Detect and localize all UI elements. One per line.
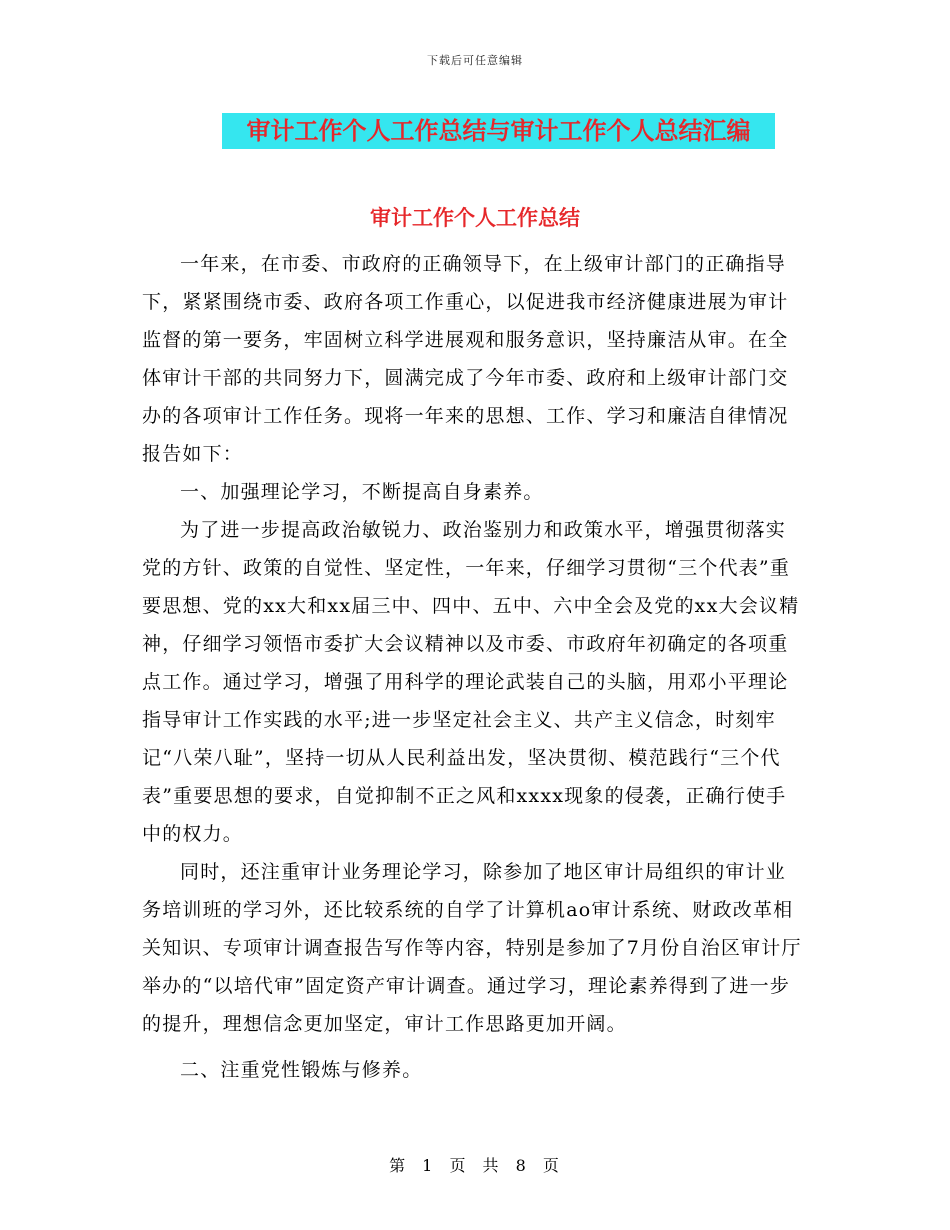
document-title: 审计工作个人工作总结与审计工作个人总结汇编 [222, 113, 775, 149]
paragraph-business-study: 同时，还注重审计业务理论学习，除参加了地区审计局组织的审计业务培训班的学习外，还比较系统的自学了计算机ao审计系统、财政改革相关知识、专项审计调查报告写作等内容，特别是参加了7月份自治区审计厅举办的“以培代审”固定资产审计调查。通过学习，理论素养得到了进一步的提升，理想信念更加坚定，审计工作思路更加开阔。 [142, 861, 802, 1035]
header-note: 下载后可任意编辑 [427, 54, 523, 67]
paragraph-study: 为了进一步提高政治敏锐力、政治鉴别力和政策水平，增强贯彻落实党的方针、政策的自觉性、坚定性，一年来，仔细学习贯彻“三个代表”重要思想、党的xx大和xx届三中、四中、五中、六中全会及党的xx大会议精神，仔细学习领悟市委扩大会议精神以及市委、市政府年初确定的各项重点工作。通过学习，增强了用科学的理论武装自己的头脑，用邓小平理论指导审计工作实践的水平;进一步坚定社会主义、共产主义信念，时刻牢记“八荣八耻”，坚持一切从人民利益出发，坚决贯彻、模范践行“三个代表”重要思想的要求，自觉抑制不正之风和xxxx现象的侵袭，正确行使手中的权力。 [142, 519, 800, 845]
paragraph-heading-1: 一、加强理论学习，不断提高自身素养。 [180, 481, 544, 503]
section-title: 审计工作个人工作总结 [370, 206, 580, 230]
paragraph-heading-2: 二、注重党性锻炼与修养。 [180, 1059, 423, 1081]
document-body [142, 245, 802, 1089]
paragraph-intro: 一年来，在市委、市政府的正确领导下，在上级审计部门的正确指导下，紧紧围绕市委、政府各项工作重心，以促进我市经济健康进展为审计监督的第一要务，牢固树立科学进展观和服务意识，坚持廉洁从审。在全体审计干部的共同努力下，圆满完成了今年市委、政府和上级审计部门交办的各项审计工作任务。现将一年来的思想、工作、学习和廉洁自律情况报告如下： [142, 253, 789, 465]
page-footer: 第 1 页 共 8 页 [389, 1156, 561, 1175]
